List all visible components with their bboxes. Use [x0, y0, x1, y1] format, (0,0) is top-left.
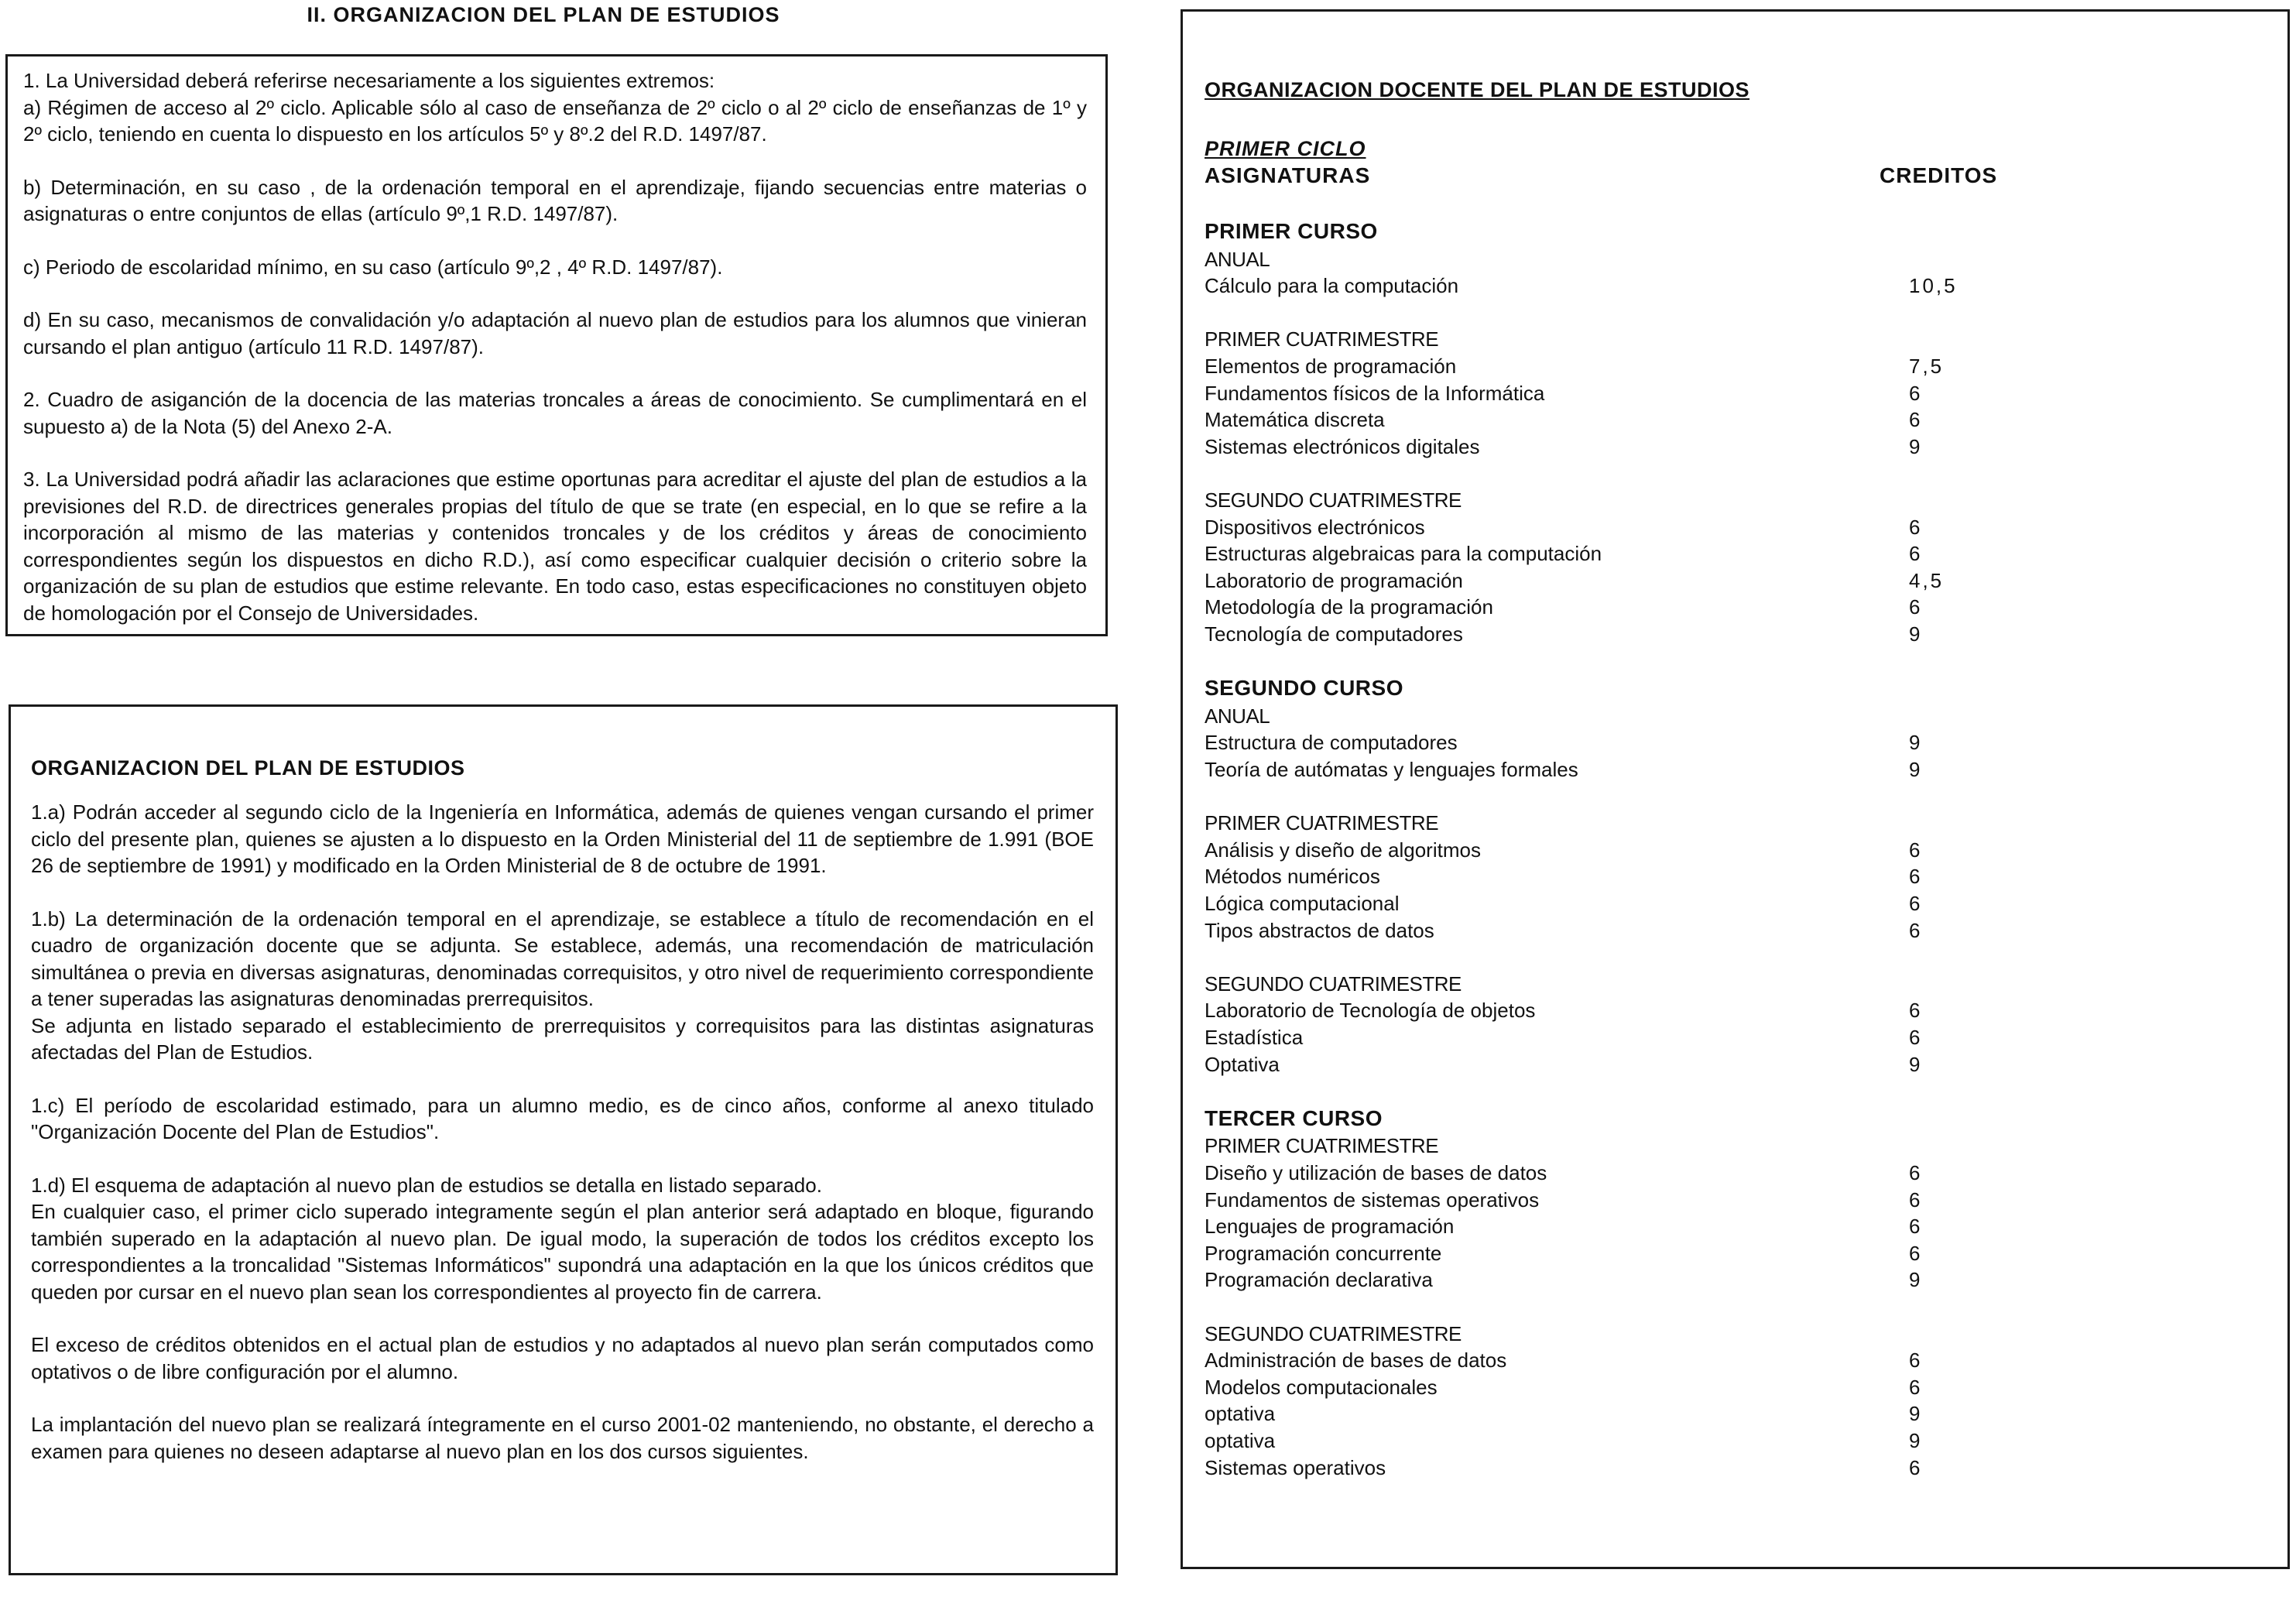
- subject-name: Lógica computacional: [1205, 892, 1400, 915]
- subject-credits: 6: [1909, 1215, 1923, 1239]
- term-label: PRIMER CUATRIMESTRE: [1205, 1134, 1439, 1158]
- subject-credits: 6: [1909, 838, 1923, 862]
- subject-name: Metodología de la programación: [1205, 595, 1493, 619]
- term-label: SEGUNDO CUATRIMESTRE: [1205, 972, 1462, 996]
- paragraph-gap: [23, 360, 1087, 386]
- subject-name: Diseño y utilización de bases de datos: [1205, 1161, 1547, 1184]
- subject-name: Optativa: [1205, 1052, 1280, 1076]
- subject-credits: 9: [1909, 758, 1923, 781]
- instructions-box: [5, 54, 1108, 636]
- paragraph-gap: [23, 440, 1087, 466]
- subject-credits: 6: [1909, 1187, 1923, 1211]
- subject-credits: 6: [1909, 1161, 1923, 1184]
- teaching-organization-title: ORGANIZACION DOCENTE DEL PLAN DE ESTUDIOS: [1205, 78, 1750, 101]
- plan-organization-paragraph: 1.a) Podrán acceder al segundo ciclo de la Ingeniería en Informática, además de quienes vengan cursando el primer ciclo del presente plan, quienes se ajusten a lo dispuesto en la Orden Ministerial del 11 de septiembre de 1.991 (BOE 26 de septiembre de 1991) y modificado en la Orden Ministerial de 8 de octubre de 1991.: [31, 800, 1094, 877]
- subject-credits: 10,5: [1909, 274, 1958, 298]
- term-label: SEGUNDO CUATRIMESTRE: [1205, 488, 1462, 512]
- subject-name: Tecnología de computadores: [1205, 622, 1463, 646]
- instructions-paragraph: c) Periodo de escolaridad mínimo, en su caso (artículo 9º,2 , 4º R.D. 1497/87).: [23, 255, 723, 279]
- subject-credits: 9: [1909, 1268, 1923, 1292]
- subject-credits: 7,5: [1909, 355, 1945, 378]
- paragraph-gap: [31, 1305, 1094, 1331]
- term-label: ANUAL: [1205, 247, 1270, 271]
- paragraph-gap: [31, 1385, 1094, 1411]
- subject-credits: 6: [1909, 595, 1923, 619]
- subject-credits: 9: [1909, 434, 1923, 458]
- plan-organization-paragraph: 1.d) El esquema de adaptación al nuevo plan de estudios se detalla en listado separado. En cualquier caso, el primer ciclo superado integramente según el plan anterior será adaptado en bloque, figurando también superado en la adaptación al nuevo plan. De igual modo, la superación de todos los créditos excepto los correspondientes a la troncalidad "Sistemas Informáticos" supondrá una adaptación en la que los únicos créditos que queden por cursar en el nuevo plan sean los correspondientes al proyecto fin de carrera.: [31, 1173, 1094, 1304]
- paragraph-gap: [23, 280, 1087, 307]
- subject-credits: 6: [1909, 1455, 1923, 1479]
- plan-organization-paragraph: 1.b) La determinación de la ordenación temporal en el aprendizaje, se establece a título de recomendación en el cuadro de organización docente que se adjunta. Se establece, además, una recomendación de matriculación simultánea o previa en diversas asignaturas, denominadas correquisitos, y otro nivel de requerimiento correspondiente a tener superadas las asignaturas denominadas prerrequisitos. Se adjunta en listado separado el establecimiento de prerrequisitos y correquisitos para las distintas asignaturas afectadas del Plan de Estudios.: [31, 906, 1094, 1064]
- subject-name: Análisis y diseño de algoritmos: [1205, 838, 1481, 862]
- term-label: SEGUNDO CUATRIMESTRE: [1205, 1321, 1462, 1345]
- subject-credits: 6: [1909, 1241, 1923, 1265]
- subject-name: Fundamentos de sistemas operativos: [1205, 1187, 1540, 1211]
- instructions-paragraph: 1. La Universidad deberá referirse necesariamente a los siguientes extremos: a) Régimen de acceso al 2º ciclo. Aplicable sólo al caso de enseñanza de 2º ciclo o al 2º ciclo de enseñanzas de 1º y 2º ciclo, teniendo en cuenta lo dispuesto en los artículos 5º y 8º.2 del R.D. 1497/87.: [23, 69, 1087, 146]
- subject-name: Administración de bases de datos: [1205, 1349, 1507, 1373]
- plan-organization-box: [9, 704, 1118, 1575]
- term-label: PRIMER CUATRIMESTRE: [1205, 811, 1439, 835]
- subject-credits: 9: [1909, 731, 1923, 755]
- subject-name: Programación declarativa: [1205, 1268, 1433, 1292]
- term-label: ANUAL: [1205, 704, 1270, 728]
- term-label: PRIMER CUATRIMESTRE: [1205, 327, 1439, 351]
- subject-credits: 4,5: [1909, 568, 1945, 592]
- subject-name: Dispositivos electrónicos: [1205, 515, 1425, 539]
- subject-credits: 6: [1909, 1375, 1923, 1399]
- page-heading: II. ORGANIZACION DEL PLAN DE ESTUDIOS: [307, 3, 780, 26]
- subject-name: Estadística: [1205, 1026, 1304, 1049]
- paragraph-gap: [23, 148, 1087, 174]
- subject-credits: 9: [1909, 622, 1923, 646]
- subject-name: Sistemas electrónicos digitales: [1205, 434, 1480, 458]
- subject-credits: 6: [1909, 542, 1923, 566]
- subject-credits: 9: [1909, 1052, 1923, 1076]
- subject-credits: 6: [1909, 999, 1923, 1023]
- subject-credits: 6: [1909, 408, 1923, 432]
- subject-name: Matemática discreta: [1205, 408, 1385, 432]
- subject-name: Estructuras algebraicas para la computación: [1205, 542, 1602, 566]
- subject-credits: 6: [1909, 865, 1923, 889]
- subjects-column-header: ASIGNATURAS: [1205, 163, 1371, 187]
- subject-credits: 6: [1909, 515, 1923, 539]
- subject-credits: 9: [1909, 1402, 1923, 1426]
- subject-name: optativa: [1205, 1429, 1276, 1452]
- paragraph-gap: [31, 1066, 1094, 1092]
- plan-organization-title: ORGANIZACION DEL PLAN DE ESTUDIOS: [31, 756, 465, 780]
- subject-name: optativa: [1205, 1402, 1276, 1426]
- credits-column-header: CREDITOS: [1880, 163, 1998, 187]
- subject-name: Sistemas operativos: [1205, 1455, 1386, 1479]
- course-heading: SEGUNDO CURSO: [1205, 676, 1403, 701]
- instructions-paragraph: 3. La Universidad podrá añadir las aclaraciones que estime oportunas para acreditar el ajuste del plan de estudios a la previsiones del R.D. de directrices generales propias del título de que se trate (en especial, en lo que se refire a la incorporación al mismo de las materias y contenidos troncales y de los créditos y áreas de conocimiento correspondientes según los dispuestos en dicho R.D.), así como especificar cualquier decisión o criterio sobre la organización de su plan de estudios que estime relevante. En todo caso, estas especificaciones no constituyen objeto de homologación por el Consejo de Universidades.: [23, 468, 1087, 625]
- plan-organization-paragraph: El exceso de créditos obtenidos en el actual plan de estudios y no adaptados al nuevo plan serán computados como optativos o de libre configuración por el alumno.: [31, 1333, 1094, 1383]
- paragraph-gap: [31, 879, 1094, 906]
- subject-name: Tipos abstractos de datos: [1205, 918, 1434, 942]
- subject-name: Cálculo para la computación: [1205, 274, 1459, 298]
- subject-name: Teoría de autómatas y lenguajes formales: [1205, 758, 1578, 781]
- subject-name: Lenguajes de programación: [1205, 1215, 1455, 1239]
- plan-organization-paragraph: La implantación del nuevo plan se realizará íntegramente en el curso 2001-02 manteniendo, no obstante, el derecho a examen para quienes no deseen adaptarse al nuevo plan en los dos cursos siguientes.: [31, 1413, 1094, 1463]
- subject-name: Laboratorio de Tecnología de objetos: [1205, 999, 1536, 1023]
- subject-credits: 6: [1909, 381, 1923, 405]
- plan-organization-paragraph: 1.c) El período de escolaridad estimado, para un alumno medio, es de cinco años, conforme al anexo titulado "Organización Docente del Plan de Estudios".: [31, 1093, 1094, 1143]
- subject-name: Elementos de programación: [1205, 355, 1457, 378]
- subject-credits: 9: [1909, 1429, 1923, 1452]
- course-heading: TERCER CURSO: [1205, 1105, 1383, 1130]
- subject-credits: 6: [1909, 892, 1923, 915]
- paragraph-gap: [23, 228, 1087, 254]
- instructions-paragraph: d) En su caso, mecanismos de convalidación y/o adaptación al nuevo plan de estudios para los alumnos que vinieran cursando el plan antiguo (artículo 11 R.D. 1497/87).: [23, 308, 1087, 358]
- subject-name: Fundamentos físicos de la Informática: [1205, 381, 1545, 405]
- subject-name: Programación concurrente: [1205, 1241, 1442, 1265]
- subject-credits: 6: [1909, 918, 1923, 942]
- cycle-label: PRIMER CICLO: [1205, 137, 1366, 160]
- subject-name: Estructura de computadores: [1205, 731, 1458, 755]
- subject-credits: 6: [1909, 1349, 1923, 1373]
- paragraph-gap: [31, 1146, 1094, 1172]
- instructions-paragraph: 2. Cuadro de asiganción de la docencia de las materias troncales a áreas de conocimiento. Se cumplimentará en el supuesto a) de la Nota (5) del Anexo 2-A.: [23, 388, 1087, 438]
- teaching-organization-box: [1181, 9, 2290, 1569]
- course-heading: PRIMER CURSO: [1205, 219, 1378, 243]
- instructions-paragraph: b) Determinación, en su caso , de la ordenación temporal en el aprendizaje, fijando secuencias entre materias o asignaturas o entre conjuntos de ellas (artículo 9º,1 R.D. 1497/87).: [23, 175, 1087, 225]
- subject-credits: 6: [1909, 1026, 1923, 1049]
- subject-name: Laboratorio de programación: [1205, 568, 1463, 592]
- subject-name: Modelos computacionales: [1205, 1375, 1438, 1399]
- subject-name: Métodos numéricos: [1205, 865, 1380, 889]
